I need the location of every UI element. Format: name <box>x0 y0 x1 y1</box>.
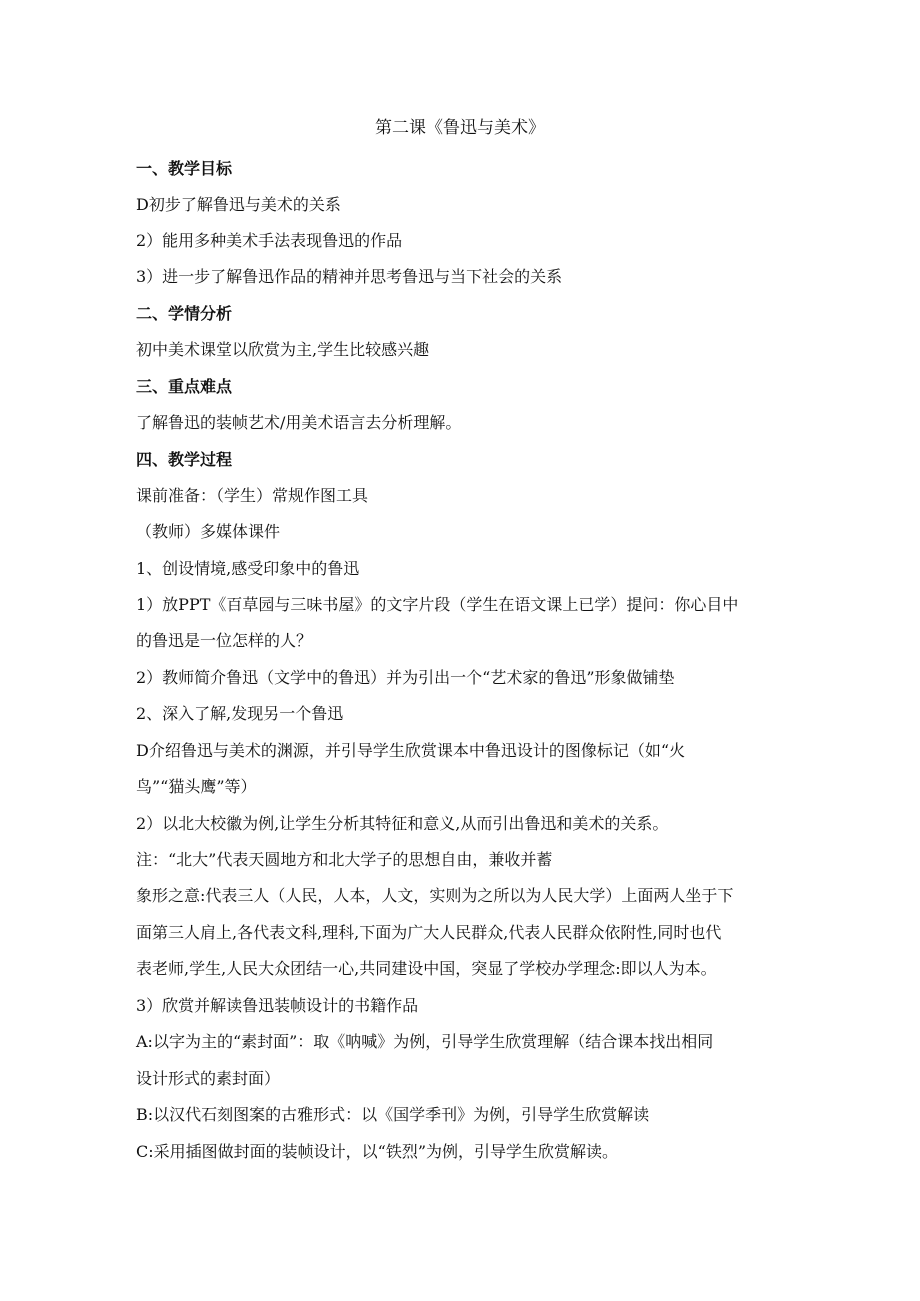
keypoints-text: 了解鲁迅的装帧艺术/用美术语言去分析理解。 <box>136 413 462 432</box>
process-line: 鸟”“猫头鹰”等） <box>136 777 257 796</box>
heading-analysis: 二、学情分析 <box>136 304 233 323</box>
process-line: 课前准备：（学生）常规作图工具 <box>136 486 369 505</box>
process-line: 2）教师简介鲁迅（文学中的鲁迅）并为引出一个“艺术家的鲁迅”形象做铺垫 <box>136 668 675 687</box>
process-line: 1、创设情境,感受印象中的鲁迅 <box>136 559 360 578</box>
process-line: 1）放PPT《百草园与三味书屋》的文字片段（学生在语文课上已学）提问：你心目中 <box>136 595 739 614</box>
process-line: C:采用插图做封面的装帧设计，以“铁烈”为例，引导学生欣赏解读。 <box>136 1142 618 1161</box>
process-line: 3）欣赏并解读鲁迅装帧设计的书籍作品 <box>136 996 419 1015</box>
process-line: 设计形式的素封面） <box>136 1069 281 1088</box>
objective-item: D初步了解鲁迅与美术的关系 <box>136 195 341 214</box>
process-line: 注：“北大”代表天圆地方和北大学子的思想自由，兼收并蓄 <box>136 850 553 869</box>
process-line: D介绍鲁迅与美术的渊源，并引导学生欣赏课本中鲁迅设计的图像标记（如“火 <box>136 741 686 760</box>
process-line: 面第三人肩上,各代表文科,理科,下面为广大人民群众,代表人民群众依附性,同时也代 <box>136 923 722 942</box>
heading-process: 四、教学过程 <box>136 450 233 469</box>
process-line: 表老师,学生,人民大众团结一心,共同建设中国，突显了学校办学理念:即以人为本。 <box>136 959 717 978</box>
process-line: 象形之意:代表三人（人民，人本，人文，实则为之所以为人民大学）上面两人坐于下 <box>136 886 734 905</box>
heading-objectives: 一、教学目标 <box>136 159 233 178</box>
heading-keypoints: 三、重点难点 <box>136 377 233 396</box>
process-line: B:以汉代石刻图案的古雅形式：以《国学季刊》为例，引导学生欣赏解读 <box>136 1105 650 1124</box>
process-line: 的鲁迅是一位怎样的人？ <box>136 631 313 650</box>
process-line: A:以字为主的“素封面”：取《呐喊》为例，引导学生欣赏理解（结合课本找出相同 <box>136 1032 714 1051</box>
page-title: 第二课《鲁迅与美术》 <box>375 118 545 138</box>
analysis-text: 初中美术课堂以欣赏为主,学生比较感兴趣 <box>136 340 430 359</box>
objective-item: 3）进一步了解鲁迅作品的精神并思考鲁迅与当下社会的关系 <box>136 267 563 286</box>
process-line: 2、深入了解,发现另一个鲁迅 <box>136 704 344 723</box>
process-line: （教师）多媒体课件 <box>136 522 281 541</box>
process-line: 2）以北大校徽为例,让学生分析其特征和意义,从而引出鲁迅和美术的关系。 <box>136 814 669 833</box>
objective-item: 2）能用多种美术手法表现鲁迅的作品 <box>136 231 403 250</box>
